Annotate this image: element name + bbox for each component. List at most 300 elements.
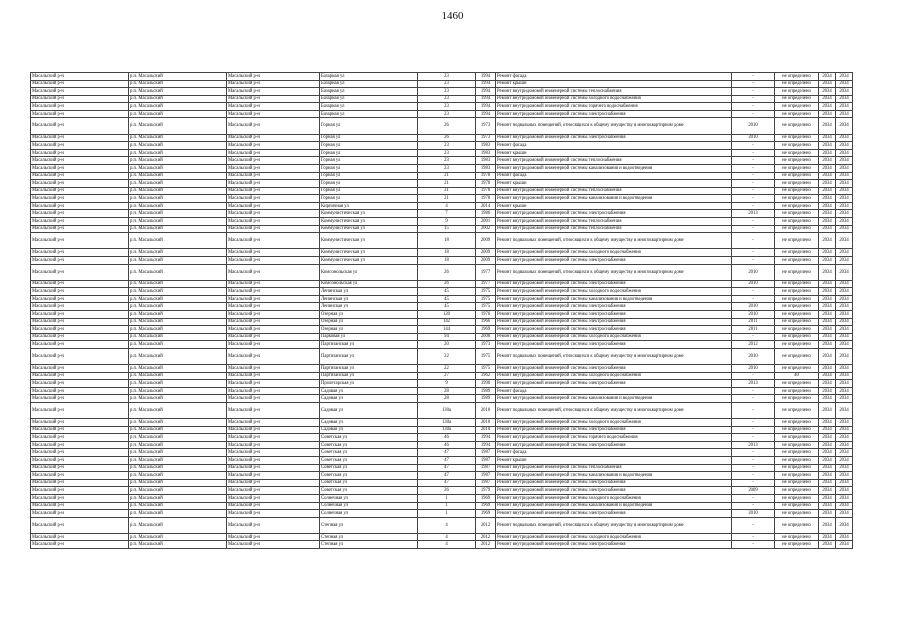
repair-schedule-table [30,72,853,549]
municipality-cell: Масальский р-н [227,195,320,203]
settlement-cell: р.п. Масальский [129,73,227,81]
end-year-cell: 2034 [836,256,853,264]
municipality-cell: Масальский р-н [227,225,320,233]
start-year-cell: 2034 [819,118,836,134]
start-year-cell: 2034 [819,441,836,449]
cost-cell: не определено [775,187,819,195]
street-cell: Озерная ул [320,318,418,326]
cost-cell: не определено [775,256,819,264]
work-type-cell: Ремонт подвальных помещений, относящихся к общему имуществу в многоквартирном доме [496,233,732,249]
table-row [31,494,853,502]
table-row [31,195,853,203]
last-repair-year-cell: - [732,426,775,434]
municipality-cell: Масальский р-н [227,333,320,341]
start-year-cell: 2034 [819,517,836,533]
settlement-cell: р.п. Масальский [129,249,227,257]
district-cell: Масальский р-н [31,333,129,341]
cost-cell: не определено [775,365,819,373]
end-year-cell: 2034 [836,479,853,487]
table-row [31,95,853,103]
cost-cell: не определено [775,341,819,349]
district-cell: Масальский р-н [31,195,129,203]
last-repair-year-cell: - [732,472,775,480]
settlement-cell: р.п. Масальский [129,110,227,118]
street-cell: Партизанская ул [320,348,418,364]
work-type-cell: Ремонт фасада [496,73,732,81]
end-year-cell: 2034 [836,218,853,226]
settlement-cell: р.п. Масальский [129,472,227,480]
municipality-cell: Масальский р-н [227,187,320,195]
build-year-cell: 2014 [476,202,496,210]
table-row [31,256,853,264]
settlement-cell: р.п. Масальский [129,419,227,427]
district-cell: Масальский р-н [31,487,129,495]
build-year-cell: 1966 [476,318,496,326]
build-year-cell: 1987 [476,457,496,465]
last-repair-year-cell: - [732,502,775,510]
build-year-cell: 1975 [476,303,496,311]
table-row [31,225,853,233]
work-type-cell: Ремонт внутридомовой инженерной системы теплоснабжения [496,88,732,96]
build-year-cell: 1987 [476,449,496,457]
street-cell: Садовая ул [320,402,418,418]
start-year-cell: 2034 [819,295,836,303]
build-year-cell: 2010 [476,419,496,427]
start-year-cell: 2034 [819,419,836,427]
municipality-cell: Масальский р-н [227,402,320,418]
last-repair-year-cell: - [732,187,775,195]
build-year-cell: 1973 [476,341,496,349]
work-type-cell: Ремонт внутридомовой инженерной системы электроснабжения [496,134,732,142]
end-year-cell: 2034 [836,348,853,364]
municipality-cell: Масальский р-н [227,233,320,249]
end-year-cell: 2034 [836,395,853,403]
table-row [31,348,853,364]
settlement-cell: р.п. Масальский [129,80,227,88]
district-cell: Масальский р-н [31,426,129,434]
work-type-cell: Ремонт внутридомовой инженерной системы канализования и водоотведения [496,502,732,510]
district-cell: Масальский р-н [31,348,129,364]
house-number-cell: 26 [418,118,476,134]
end-year-cell: 2034 [836,134,853,142]
district-cell: Масальский р-н [31,434,129,442]
house-number-cell: 18 [418,249,476,257]
street-cell: Базарная ул [320,80,418,88]
settlement-cell: р.п. Масальский [129,348,227,364]
house-number-cell: 23 [418,110,476,118]
municipality-cell: Масальский р-н [227,210,320,218]
municipality-cell: Масальский р-н [227,372,320,380]
build-year-cell: 2010 [476,426,496,434]
end-year-cell: 2034 [836,280,853,288]
settlement-cell: р.п. Масальский [129,502,227,510]
street-cell: Советская ул [320,464,418,472]
municipality-cell: Масальский р-н [227,303,320,311]
start-year-cell: 2034 [819,494,836,502]
municipality-cell: Масальский р-н [227,288,320,296]
district-cell: Масальский р-н [31,164,129,172]
settlement-cell: р.п. Масальский [129,164,227,172]
end-year-cell: 2034 [836,494,853,502]
start-year-cell: 2034 [819,164,836,172]
street-cell: Садовая ул [320,395,418,403]
build-year-cell: 1977 [476,280,496,288]
end-year-cell: 2034 [836,95,853,103]
street-cell: Солнечная ул [320,502,418,510]
district-cell: Масальский р-н [31,472,129,480]
work-type-cell: Ремонт внутридомовой инженерной системы электроснабжения [496,426,732,434]
house-number-cell: 22 [418,365,476,373]
work-type-cell: Ремонт подвальных помещений, относящихся к общему имуществу в многоквартирном доме [496,264,732,280]
end-year-cell: 2034 [836,164,853,172]
table-row [31,426,853,434]
table-row [31,202,853,210]
district-cell: Масальский р-н [31,441,129,449]
settlement-cell: р.п. Масальский [129,510,227,518]
build-year-cell: 1973 [476,118,496,134]
settlement-cell: р.п. Масальский [129,134,227,142]
end-year-cell: 2034 [836,541,853,549]
last-repair-year-cell: 2013 [732,380,775,388]
district-cell: Масальский р-н [31,365,129,373]
municipality-cell: Масальский р-н [227,103,320,111]
district-cell: Масальский р-н [31,295,129,303]
municipality-cell: Масальский р-н [227,157,320,165]
work-type-cell: Ремонт внутридомовой инженерной системы электроснабжения [496,303,732,311]
end-year-cell: 2034 [836,365,853,373]
end-year-cell: 2034 [836,210,853,218]
work-type-cell: Ремонт внутридомовой инженерной системы электроснабжения [496,318,732,326]
end-year-cell: 2034 [836,441,853,449]
cost-cell: не определено [775,311,819,319]
table-row [31,103,853,111]
table-row [31,441,853,449]
settlement-cell: р.п. Масальский [129,380,227,388]
house-number-cell: 23 [418,95,476,103]
house-number-cell: 23 [418,80,476,88]
municipality-cell: Масальский р-н [227,164,320,172]
cost-cell: не определено [775,380,819,388]
last-repair-year-cell: - [732,88,775,96]
last-repair-year-cell: - [732,164,775,172]
settlement-cell: р.п. Масальский [129,464,227,472]
settlement-cell: р.п. Масальский [129,341,227,349]
end-year-cell: 2034 [836,502,853,510]
municipality-cell: Масальский р-н [227,472,320,480]
district-cell: Масальский р-н [31,419,129,427]
cost-cell: не определено [775,80,819,88]
house-number-cell: 47 [418,479,476,487]
start-year-cell: 2034 [819,395,836,403]
start-year-cell: 2034 [819,249,836,257]
build-year-cell: 1977 [476,264,496,280]
municipality-cell: Масальский р-н [227,449,320,457]
start-year-cell: 2034 [819,256,836,264]
build-year-cell: 1975 [476,295,496,303]
municipality-cell: Масальский р-н [227,541,320,549]
settlement-cell: р.п. Масальский [129,225,227,233]
end-year-cell: 2034 [836,517,853,533]
table-row [31,88,853,96]
start-year-cell: 2034 [819,479,836,487]
settlement-cell: р.п. Масальский [129,457,227,465]
municipality-cell: Масальский р-н [227,341,320,349]
house-number-cell: 46 [418,434,476,442]
build-year-cell: 1973 [476,134,496,142]
street-cell: Советская ул [320,479,418,487]
start-year-cell: 2034 [819,348,836,364]
work-type-cell: Ремонт внутридомовой инженерной системы горячего водоснабжения [496,103,732,111]
municipality-cell: Масальский р-н [227,434,320,442]
start-year-cell: 2034 [819,73,836,81]
district-cell: Масальский р-н [31,218,129,226]
build-year-cell: 1994 [476,80,496,88]
start-year-cell: 2034 [819,426,836,434]
work-type-cell: Ремонт внутридомовой инженерной системы электроснабжения [496,280,732,288]
table-row [31,457,853,465]
settlement-cell: р.п. Масальский [129,487,227,495]
table-row [31,318,853,326]
cost-cell: не определено [775,110,819,118]
settlement-cell: р.п. Масальский [129,441,227,449]
street-cell: Горная ул [320,142,418,150]
street-cell: Кирпичная ул [320,202,418,210]
settlement-cell: р.п. Масальский [129,387,227,395]
settlement-cell: р.п. Масальский [129,172,227,180]
cost-cell: не определено [775,233,819,249]
street-cell: Садовая ул [320,387,418,395]
settlement-cell: р.п. Масальский [129,149,227,157]
house-number-cell: 1 [418,510,476,518]
work-type-cell: Ремонт внутридомовой инженерной системы электроснабжения [496,541,732,549]
settlement-cell: р.п. Масальский [129,434,227,442]
table-row [31,395,853,403]
settlement-cell: р.п. Масальский [129,103,227,111]
last-repair-year-cell: - [732,457,775,465]
house-number-cell: 21 [418,195,476,203]
table-row [31,311,853,319]
municipality-cell: Масальский р-н [227,348,320,364]
house-number-cell: 26 [418,264,476,280]
build-year-cell: 1983 [476,164,496,172]
cost-cell: не определено [775,225,819,233]
district-cell: Масальский р-н [31,457,129,465]
street-cell: Коммунистическая ул [320,225,418,233]
settlement-cell: р.п. Масальский [129,533,227,541]
cost-cell: не определено [775,449,819,457]
work-type-cell: Ремонт подвальных помещений, относящихся к общему имуществу в многоквартирном доме [496,517,732,533]
start-year-cell: 2034 [819,318,836,326]
cost-cell: не определено [775,479,819,487]
work-type-cell: Ремонт крыши [496,180,732,188]
end-year-cell: 2034 [836,295,853,303]
house-number-cell: 21 [418,187,476,195]
street-cell: Ленинская ул [320,288,418,296]
house-number-cell: 9 [418,218,476,226]
last-repair-year-cell: 2010 [732,510,775,518]
house-number-cell: 130а [418,419,476,427]
table-row [31,333,853,341]
last-repair-year-cell: - [732,103,775,111]
build-year-cell: 1994 [476,110,496,118]
last-repair-year-cell: 2010 [732,348,775,364]
municipality-cell: Масальский р-н [227,380,320,388]
last-repair-year-cell: - [732,333,775,341]
street-cell: Парковая ул [320,333,418,341]
build-year-cell: 1978 [476,187,496,195]
district-cell: Масальский р-н [31,533,129,541]
district-cell: Масальский р-н [31,395,129,403]
house-number-cell: 4 [418,202,476,210]
house-number-cell: 4 [418,533,476,541]
cost-cell: не определено [775,426,819,434]
street-cell: Коммунистическая ул [320,256,418,264]
table-row [31,387,853,395]
build-year-cell: 1990 [476,380,496,388]
district-cell: Масальский р-н [31,380,129,388]
municipality-cell: Масальский р-н [227,149,320,157]
table-row [31,303,853,311]
district-cell: Масальский р-н [31,510,129,518]
street-cell: Советская ул [320,441,418,449]
cost-cell: не определено [775,464,819,472]
street-cell: Горная ул [320,195,418,203]
build-year-cell: 1989 [476,395,496,403]
build-year-cell: 1994 [476,73,496,81]
settlement-cell: р.п. Масальский [129,295,227,303]
district-cell: Масальский р-н [31,372,129,380]
settlement-cell: р.п. Масальский [129,264,227,280]
start-year-cell: 2034 [819,202,836,210]
page-number: 1460 [441,10,464,22]
street-cell: Степная ул [320,533,418,541]
cost-cell: не определено [775,457,819,465]
municipality-cell: Масальский р-н [227,172,320,180]
start-year-cell: 2034 [819,88,836,96]
start-year-cell: 2034 [819,157,836,165]
district-cell: Масальский р-н [31,95,129,103]
last-repair-year-cell: - [732,157,775,165]
settlement-cell: р.п. Масальский [129,318,227,326]
start-year-cell: 2034 [819,95,836,103]
cost-cell: не определено [775,249,819,257]
table-row [31,118,853,134]
street-cell: Садовая ул [320,426,418,434]
end-year-cell: 2034 [836,172,853,180]
end-year-cell: 2034 [836,318,853,326]
build-year-cell: 2012 [476,541,496,549]
district-cell: Масальский р-н [31,402,129,418]
settlement-cell: р.п. Масальский [129,256,227,264]
start-year-cell: 2034 [819,449,836,457]
cost-cell: не определено [775,395,819,403]
settlement-cell: р.п. Масальский [129,95,227,103]
municipality-cell: Масальский р-н [227,426,320,434]
district-cell: Масальский р-н [31,449,129,457]
municipality-cell: Масальский р-н [227,256,320,264]
cost-cell: не определено [775,118,819,134]
build-year-cell: 1989 [476,387,496,395]
build-year-cell: 2012 [476,533,496,541]
house-number-cell: 23 [418,73,476,81]
district-cell: Масальский р-н [31,118,129,134]
start-year-cell: 2034 [819,218,836,226]
last-repair-year-cell: - [732,479,775,487]
house-number-cell: 94 [418,333,476,341]
house-number-cell: 26 [418,134,476,142]
cost-cell: не определено [775,195,819,203]
work-type-cell: Ремонт внутридомовой инженерной системы канализования и водоотведения [496,472,732,480]
work-type-cell: Ремонт внутридомовой инженерной системы канализования и водоотведения [496,395,732,403]
district-cell: Масальский р-н [31,464,129,472]
street-cell: Базарная ул [320,103,418,111]
street-cell: Горная ул [320,180,418,188]
end-year-cell: 2034 [836,288,853,296]
work-type-cell: Ремонт внутридомовой инженерной системы теплоснабжения [496,218,732,226]
cost-cell: не определено [775,134,819,142]
last-repair-year-cell: - [732,533,775,541]
build-year-cell: 1962 [476,372,496,380]
street-cell: Горная ул [320,157,418,165]
settlement-cell: р.п. Масальский [129,118,227,134]
cost-cell: не определено [775,533,819,541]
end-year-cell: 2034 [836,372,853,380]
work-type-cell: Ремонт внутридомовой инженерной системы холодного водоснабжения [496,288,732,296]
municipality-cell: Масальский р-н [227,142,320,150]
municipality-cell: Масальский р-н [227,464,320,472]
start-year-cell: 2034 [819,380,836,388]
district-cell: Масальский р-н [31,202,129,210]
work-type-cell: Ремонт внутридомовой инженерной системы электроснабжения [496,256,732,264]
table-row [31,172,853,180]
district-cell: Масальский р-н [31,494,129,502]
street-cell: Коммунистическая ул [320,249,418,257]
start-year-cell: 2034 [819,333,836,341]
end-year-cell: 2034 [836,264,853,280]
last-repair-year-cell: - [732,541,775,549]
street-cell: Озерная ул [320,311,418,319]
street-cell: Степная ул [320,541,418,549]
municipality-cell: Масальский р-н [227,264,320,280]
build-year-cell: 2009 [476,249,496,257]
street-cell: Горная ул [320,172,418,180]
house-number-cell: 4 [418,541,476,549]
build-year-cell: 2001 [476,218,496,226]
work-type-cell: Ремонт внутридомовой инженерной системы электроснабжения [496,487,732,495]
end-year-cell: 2034 [836,103,853,111]
house-number-cell: 23 [418,164,476,172]
work-type-cell: Ремонт внутридомовой инженерной системы канализования и водоотведения [496,195,732,203]
house-number-cell: 45 [418,303,476,311]
end-year-cell: 2034 [836,487,853,495]
municipality-cell: Масальский р-н [227,510,320,518]
cost-cell: не определено [775,333,819,341]
start-year-cell: 2034 [819,457,836,465]
district-cell: Масальский р-н [31,110,129,118]
last-repair-year-cell: - [732,449,775,457]
district-cell: Масальский р-н [31,88,129,96]
table-body [31,73,853,549]
street-cell: Комсомольская ул [320,280,418,288]
cost-cell: не определено [775,149,819,157]
last-repair-year-cell: - [732,464,775,472]
last-repair-year-cell: 2012 [732,341,775,349]
house-number-cell: 20 [418,341,476,349]
street-cell: Коммунистическая ул [320,218,418,226]
house-number-cell: 47 [418,464,476,472]
table-row [31,517,853,533]
start-year-cell: 2034 [819,387,836,395]
